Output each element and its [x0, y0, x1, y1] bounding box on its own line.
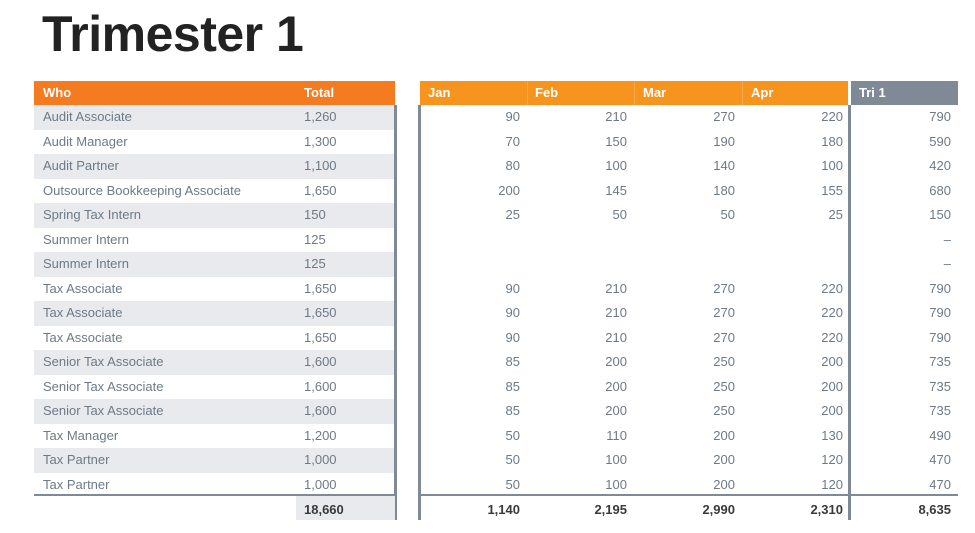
cell-mar: 250 [713, 354, 735, 369]
total-jan: 1,140 [487, 502, 520, 517]
cell-mar: 200 [713, 427, 735, 443]
cell-who: Tax Manager [43, 427, 119, 443]
grand-total: 18,660 [304, 502, 344, 517]
cell-tri: – [943, 231, 951, 247]
cell-who: Summer Intern [43, 231, 129, 247]
cell-mar: 200 [713, 452, 735, 467]
cell-feb: 150 [605, 133, 627, 149]
page-title: Trimester 1 [42, 6, 304, 62]
cell-total: 1,300 [304, 133, 337, 149]
cell-who: Tax Partner [43, 476, 110, 492]
cell-who: Tax Associate [43, 305, 123, 320]
cell-mar: 190 [713, 133, 735, 149]
cell-total: 1,650 [304, 280, 337, 296]
cell-total: 1,200 [304, 427, 337, 443]
column-divider [848, 105, 851, 520]
cell-apr: 220 [821, 280, 843, 296]
column-header-who[interactable]: Who [43, 85, 72, 100]
cell-jan: 25 [505, 207, 520, 222]
cell-who: Audit Manager [43, 133, 128, 149]
cell-mar: 270 [713, 329, 735, 345]
table-row [0, 350, 975, 375]
cell-tri: 590 [929, 133, 951, 149]
cell-feb: 200 [605, 403, 627, 418]
cell-mar: 250 [713, 403, 735, 418]
column-header-jan[interactable]: Jan [428, 85, 451, 100]
cell-apr: 200 [821, 403, 843, 418]
cell-feb: 200 [605, 354, 627, 369]
table-row [0, 448, 975, 473]
cell-jan: 90 [505, 280, 520, 296]
table-row [0, 301, 975, 326]
cell-who: Tax Partner [43, 452, 110, 467]
cell-jan: 85 [505, 403, 520, 418]
table-row [0, 252, 975, 277]
cell-jan: 85 [505, 378, 520, 394]
cell-feb: 110 [606, 427, 627, 443]
header-trimester [851, 81, 958, 105]
cell-who: Tax Associate [43, 280, 123, 296]
cell-total: 1,650 [304, 305, 337, 320]
total-feb: 2,195 [594, 502, 627, 517]
cell-feb: 100 [605, 452, 627, 467]
cell-tri: 490 [929, 427, 951, 443]
cell-feb: 200 [605, 378, 627, 394]
cell-feb: 210 [605, 109, 627, 124]
cell-apr: 155 [821, 182, 843, 198]
cell-who: Spring Tax Intern [43, 207, 142, 222]
cell-mar: 180 [713, 182, 735, 198]
cell-apr: 120 [821, 476, 843, 492]
cell-total: 125 [304, 231, 326, 247]
cell-who: Senior Tax Associate [43, 403, 164, 418]
cell-mar: 270 [713, 305, 735, 320]
column-divider [418, 105, 421, 520]
cell-apr: 100 [821, 158, 843, 173]
cell-apr: 25 [828, 207, 843, 222]
cell-who: Audit Partner [43, 158, 119, 173]
cell-feb: 145 [605, 182, 627, 198]
total-apr: 2,310 [810, 502, 843, 517]
cell-tri: 790 [929, 109, 951, 124]
cell-jan: 70 [505, 133, 520, 149]
cell-who: Senior Tax Associate [43, 378, 164, 394]
cell-mar: 250 [713, 378, 735, 394]
cell-jan: 90 [505, 305, 520, 320]
cell-tri: 680 [929, 182, 951, 198]
table-row [0, 424, 975, 449]
cell-apr: 120 [821, 452, 843, 467]
cell-mar: 50 [720, 207, 735, 222]
cell-who: Senior Tax Associate [43, 354, 164, 369]
header-who-total [34, 81, 395, 105]
cell-jan: 90 [505, 109, 520, 124]
header-divider [742, 81, 743, 105]
header-divider [527, 81, 528, 105]
cell-total: 1,100 [304, 158, 337, 173]
cell-tri: 470 [929, 476, 951, 492]
column-header-total[interactable]: Total [304, 85, 335, 100]
column-header-mar[interactable]: Mar [643, 85, 667, 100]
table-row [0, 277, 975, 302]
cell-total: 1,650 [304, 329, 337, 345]
cell-tri: 150 [929, 207, 951, 222]
cell-total: 1,650 [304, 182, 337, 198]
cell-jan: 200 [498, 182, 520, 198]
cell-apr: 180 [821, 133, 843, 149]
cell-feb: 100 [605, 158, 627, 173]
cell-apr: 220 [821, 305, 843, 320]
table-row [0, 105, 975, 130]
cell-total: 1,000 [304, 476, 337, 492]
table-row [0, 130, 975, 155]
cell-total: 150 [304, 207, 326, 222]
total-mar: 2,990 [702, 502, 735, 517]
cell-feb: 210 [605, 280, 627, 296]
column-header-apr[interactable]: Apr [751, 85, 774, 100]
cell-feb: 210 [605, 305, 627, 320]
cell-tri: 470 [929, 452, 951, 467]
cell-total: 1,600 [304, 403, 337, 418]
cell-total: 1,000 [304, 452, 337, 467]
cell-jan: 50 [505, 427, 520, 443]
header-months [420, 81, 848, 105]
cell-mar: 140 [713, 158, 735, 173]
cell-total: 1,260 [304, 109, 337, 124]
cell-jan: 80 [505, 158, 520, 173]
cell-tri: 735 [929, 354, 951, 369]
cell-jan: 50 [505, 476, 520, 492]
cell-apr: 200 [821, 354, 843, 369]
cell-mar: 270 [713, 109, 735, 124]
cell-mar: 200 [713, 476, 735, 492]
table-row [0, 399, 975, 424]
cell-mar: 270 [713, 280, 735, 296]
cell-total: 1,600 [304, 378, 337, 394]
cell-tri: 790 [929, 305, 951, 320]
cell-jan: 90 [505, 329, 520, 345]
cell-tri: 735 [929, 378, 951, 394]
header-divider [634, 81, 635, 105]
column-header-feb[interactable]: Feb [535, 85, 559, 100]
cell-feb: 50 [612, 207, 627, 222]
cell-who: Tax Associate [43, 329, 123, 345]
cell-feb: 100 [605, 476, 627, 492]
table-row [0, 154, 975, 179]
totals-row [0, 496, 975, 520]
table-row [0, 228, 975, 253]
cell-total: 1,600 [304, 354, 337, 369]
table-row [0, 326, 975, 351]
column-header-tri[interactable]: Tri 1 [859, 85, 886, 100]
cell-tri: 735 [929, 403, 951, 418]
table-body [0, 105, 975, 497]
cell-jan: 50 [505, 452, 520, 467]
cell-total: 125 [304, 256, 326, 271]
cell-tri: 790 [929, 280, 951, 296]
cell-apr: 130 [821, 427, 843, 443]
column-divider [394, 105, 397, 520]
cell-apr: 220 [821, 109, 843, 124]
table-row [0, 179, 975, 204]
cell-who: Summer Intern [43, 256, 129, 271]
cell-who: Audit Associate [43, 109, 132, 124]
cell-tri: – [943, 256, 951, 271]
cell-who: Outsource Bookkeeping Associate [43, 182, 242, 198]
cell-apr: 220 [821, 329, 843, 345]
table-row [0, 375, 975, 400]
cell-tri: 790 [929, 329, 951, 345]
cell-jan: 85 [505, 354, 520, 369]
cell-apr: 200 [821, 378, 843, 394]
cell-tri: 420 [929, 158, 951, 173]
total-tri: 8,635 [918, 502, 951, 517]
cell-feb: 210 [605, 329, 627, 345]
table-row [0, 203, 975, 228]
